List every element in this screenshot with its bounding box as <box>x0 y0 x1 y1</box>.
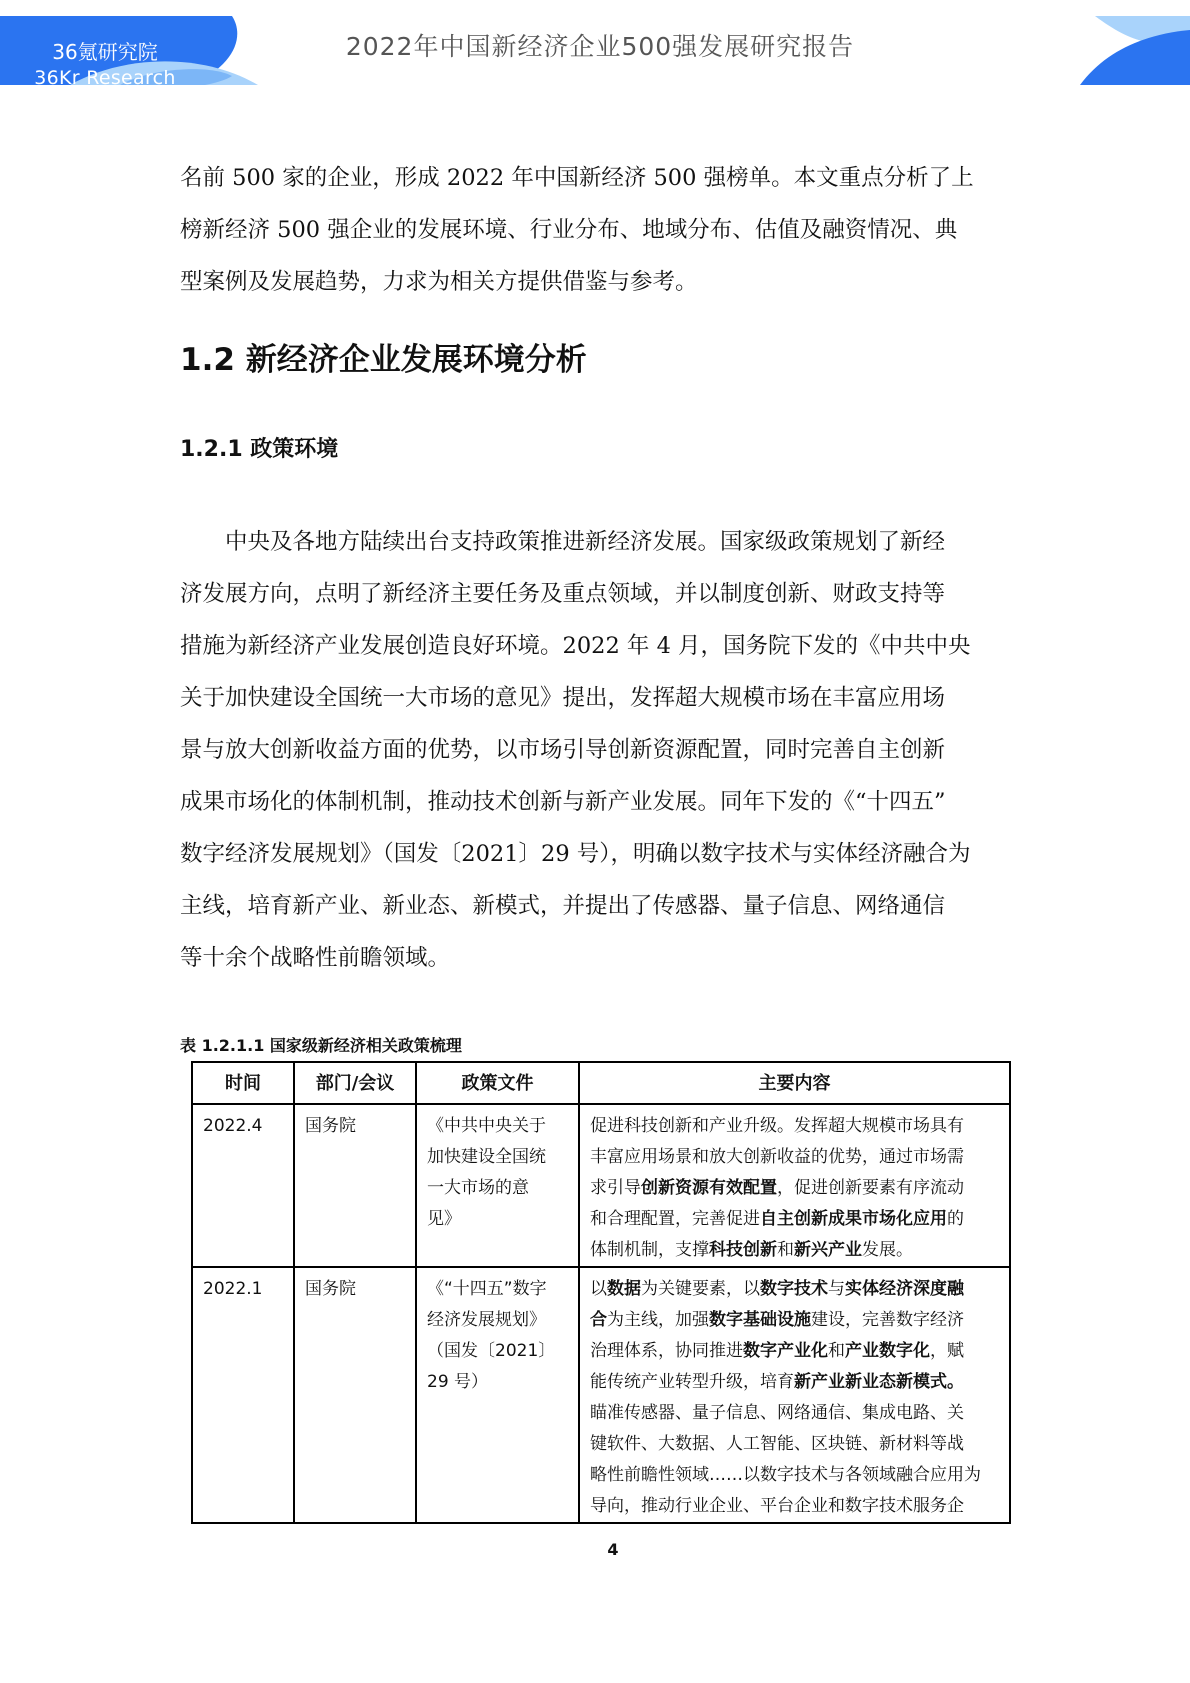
text-line: 榜新经济 500 强企业的发展环境、行业分布、地域分布、估值及融资情况、典 <box>180 217 958 243</box>
content-line <box>590 1305 1001 1336</box>
content-text: 导向，推动行业企业、平台企业和数字技术服务企 <box>590 1496 964 1516</box>
content-line <box>590 1491 1001 1522</box>
content-text: 略性前瞻性领域……以数字技术与各领域融合应用为 <box>590 1465 981 1485</box>
emphasis-text: 合 <box>590 1310 607 1330</box>
document-line: 《“十四五”数字 <box>427 1279 547 1299</box>
content-text: 为主线，加强 <box>607 1310 709 1330</box>
text-line: 措施为新经济产业发展创造良好环境。2022 年 4 月，国务院下发的《中共中央 <box>180 633 971 659</box>
table-row <box>192 1267 1010 1523</box>
emphasis-text: 科技创新 <box>709 1240 777 1260</box>
column-header-department: 部门/会议 <box>294 1062 416 1104</box>
content-text: 瞄准传感器、量子信息、网络通信、集成电路、关 <box>590 1403 964 1423</box>
text-line: 济发展方向，点明了新经济主要任务及重点领域，并以制度创新、财政支持等 <box>180 581 946 607</box>
document-line: 29 号） <box>427 1372 489 1392</box>
emphasis-text: 实体经济深度融 <box>845 1279 964 1299</box>
emphasis-text: 数据 <box>607 1279 641 1299</box>
column-header-time: 时间 <box>192 1062 294 1104</box>
intro-paragraph <box>180 152 1010 308</box>
policy-table <box>191 1061 1011 1524</box>
document-header-title: 2022年中国新经济企业500强发展研究报告 <box>345 32 855 61</box>
text-line: 成果市场化的体制机制，推动技术创新与新产业发展。同年下发的《“十四五” <box>180 789 946 815</box>
content-text: 能传统产业转型升级，培育 <box>590 1372 794 1392</box>
document-line: 一大市场的意 <box>427 1178 529 1198</box>
cell-department <box>294 1104 416 1267</box>
header-decoration <box>1050 16 1190 85</box>
cell-department <box>294 1267 416 1523</box>
text-line: 中央及各地方陆续出台支持政策推进新经济发展。国家级政策规划了新经 <box>180 529 946 555</box>
cell-document <box>416 1267 579 1523</box>
emphasis-text: 数字产业化 <box>743 1341 828 1361</box>
emphasis-text: 创新资源有效配置 <box>641 1178 777 1198</box>
time-value: 2022.1 <box>203 1279 263 1299</box>
document-line: 见》 <box>427 1209 461 1229</box>
content-text: 和合理配置，完善促进 <box>590 1209 760 1229</box>
emphasis-text: 新产业新业态新模式。 <box>794 1372 964 1392</box>
text-line: 名前 500 家的企业，形成 2022 年中国新经济 500 强榜单。本文重点分析了上 <box>180 165 974 191</box>
emphasis-text: 数字技术 <box>760 1279 828 1299</box>
document-line: 加快建设全国统 <box>427 1147 546 1167</box>
content-text: 丰富应用场景和放大创新收益的优势，通过市场需 <box>590 1147 964 1167</box>
text-line: 关于加快建设全国统一大市场的意见》提出，发挥超大规模市场在丰富应用场 <box>180 685 946 711</box>
content-line <box>590 1111 1001 1142</box>
logo-en-text: 36Kr Research <box>34 67 176 89</box>
content-text: 发展。 <box>862 1240 913 1260</box>
brand-logo <box>0 16 260 89</box>
emphasis-text: 新兴产业 <box>794 1240 862 1260</box>
page-number: 4 <box>607 1540 619 1559</box>
content-text: 和 <box>777 1240 794 1260</box>
content-text: 和 <box>828 1341 845 1361</box>
department-value: 国务院 <box>305 1279 356 1299</box>
content-text: 的 <box>947 1209 964 1229</box>
table-row <box>192 1104 1010 1267</box>
emphasis-text: 自主创新成果市场化应用 <box>760 1209 947 1229</box>
content-line <box>590 1173 1001 1204</box>
column-header-content: 主要内容 <box>579 1062 1010 1104</box>
content-line <box>590 1429 1001 1460</box>
time-value: 2022.4 <box>203 1116 263 1136</box>
content-text: ，促进创新要素有序流动 <box>777 1178 964 1198</box>
deco-wave-shape <box>1050 16 1190 85</box>
text-line: 景与放大创新收益方面的优势，以市场引导创新资源配置，同时完善自主创新 <box>180 737 946 763</box>
cell-document <box>416 1104 579 1267</box>
emphasis-text: 产业数字化 <box>845 1341 930 1361</box>
content-line <box>590 1460 1001 1491</box>
text-line: 数字经济发展规划》（国发〔2021〕29 号），明确以数字技术与实体经济融合为 <box>180 841 971 867</box>
cell-time <box>192 1104 294 1267</box>
section-heading: 1.2 新经济企业发展环境分析 <box>180 342 587 378</box>
content-line <box>590 1204 1001 1235</box>
content-text: 为关键要素，以 <box>641 1279 760 1299</box>
cell-time <box>192 1267 294 1523</box>
table-header-row <box>192 1062 1010 1104</box>
content-line <box>590 1274 1001 1305</box>
text-line: 等十余个战略性前瞻领域。 <box>180 945 451 971</box>
content-text: 与 <box>828 1279 845 1299</box>
text-line: 型案例及发展趋势，力求为相关方提供借鉴与参考。 <box>180 269 698 295</box>
content-line <box>590 1367 1001 1398</box>
content-line <box>590 1235 1001 1266</box>
content-text: ，赋 <box>930 1341 964 1361</box>
document-line: （国发〔2021〕 <box>427 1341 556 1361</box>
content-text: 促进科技创新和产业升级。发挥超大规模市场具有 <box>590 1116 964 1136</box>
content-text: 求引导 <box>590 1178 641 1198</box>
cell-content <box>579 1267 1010 1523</box>
document-line: 《中共中央关于 <box>427 1116 546 1136</box>
content-line <box>590 1398 1001 1429</box>
content-text: 键软件、大数据、人工智能、区块链、新材料等战 <box>590 1434 964 1454</box>
content-text: 以 <box>590 1279 607 1299</box>
content-text: 体制机制，支撑 <box>590 1240 709 1260</box>
table-caption: 表 1.2.1.1 国家级新经济相关政策梳理 <box>180 1036 462 1055</box>
content-text: 治理体系，协同推进 <box>590 1341 743 1361</box>
policy-paragraph <box>180 516 1010 984</box>
content-line <box>590 1336 1001 1367</box>
document-line: 经济发展规划》 <box>427 1310 546 1330</box>
text-line: 主线，培育新产业、新业态、新模式，并提出了传感器、量子信息、网络通信 <box>180 893 946 919</box>
department-value: 国务院 <box>305 1116 356 1136</box>
emphasis-text: 数字基础设施 <box>709 1310 811 1330</box>
content-line <box>590 1142 1001 1173</box>
column-header-document: 政策文件 <box>416 1062 579 1104</box>
cell-content <box>579 1104 1010 1267</box>
subsection-heading: 1.2.1 政策环境 <box>180 437 339 462</box>
logo-cn-text: 36氪研究院 <box>52 40 158 64</box>
content-text: 建设，完善数字经济 <box>811 1310 964 1330</box>
